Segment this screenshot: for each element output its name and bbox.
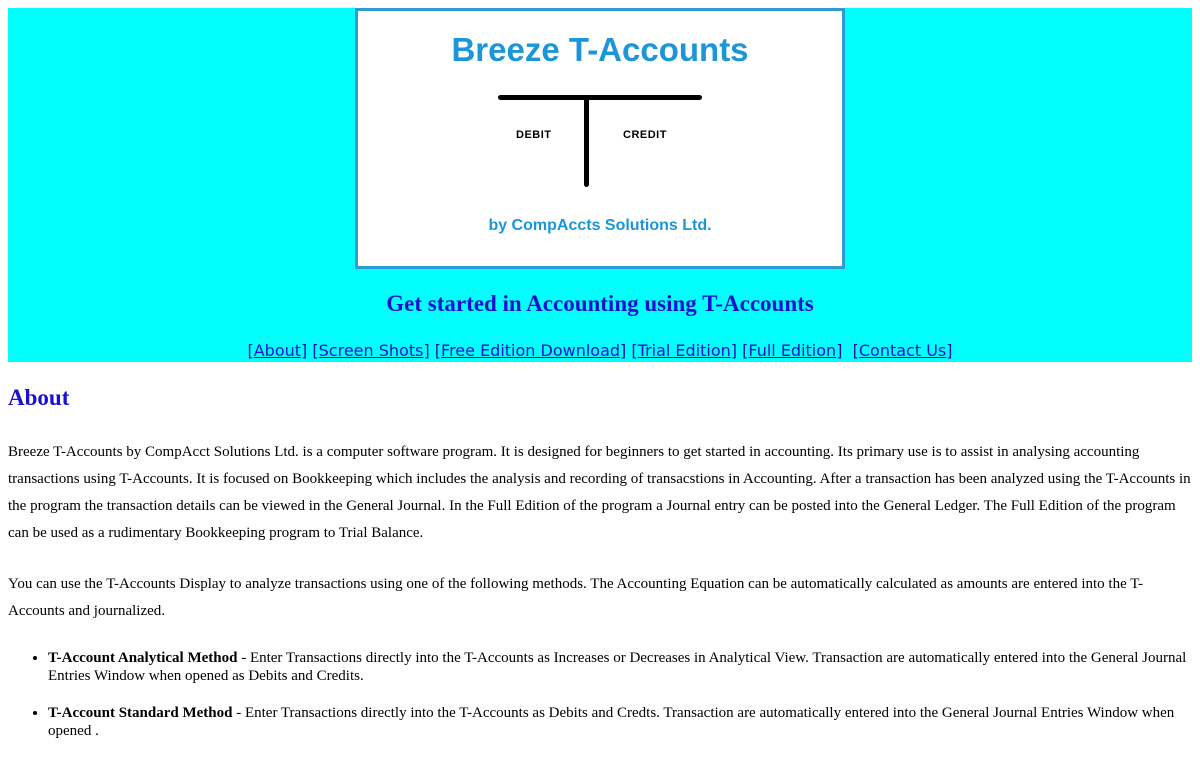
- t-account-horizontal-bar: [498, 95, 702, 100]
- debit-label: DEBIT: [516, 129, 552, 141]
- about-paragraph-2: You can use the T-Accounts Display to analyze transactions using one of the following methods. The Accounting Equation can be automatically calculated as amounts are entered into the T-Accounts and journalized.: [8, 576, 1143, 619]
- nav-link-screen-shots[interactable]: Screen Shots: [318, 341, 424, 360]
- nav-bar: [About] [Screen Shots] [Free Edition Download] [Trial Edition] [Full Edition] [Contact Us]: [247, 341, 953, 360]
- about-heading: About: [8, 385, 70, 410]
- list-item: [48, 649, 1192, 685]
- logo-byline: by CompAccts Solutions Ltd.: [488, 217, 712, 234]
- header-banner: [8, 8, 1192, 362]
- nav-link-about[interactable]: About: [253, 341, 302, 360]
- logo-title: Breeze T-Accounts: [451, 31, 749, 68]
- method-description: - Enter Transactions directly into the T-Accounts as Debits and Credts. Transaction are automatically entered into the General Journal Entries Window when opened .: [48, 705, 1175, 739]
- nav-link-free-edition-download[interactable]: Free Edition Download: [441, 341, 621, 360]
- list-item: [48, 704, 1192, 740]
- logo-image: [355, 8, 845, 269]
- method-name: T-Account Standard Method: [48, 705, 233, 721]
- method-name: T-Account Analytical Method: [48, 650, 238, 666]
- method-description: - Enter Transactions directly into the T-Accounts as Increases or Decreases in Analytical View. Transaction are automatically entered into the General Journal Entries Window when opened as Debits and Credits.: [48, 650, 1187, 684]
- tagline: Get started in Accounting using T-Accounts: [386, 291, 814, 316]
- about-paragraph-1: Breeze T-Accounts by CompAcct Solutions Ltd. is a computer software program. It is designed for beginners to get started in accounting. Its primary use is to assist in analysing accounting transactions using T-Accounts. It is focused on Bookkeeping which includes the analysis and recording of transacstions in Accounting. After a transaction has been analyzed using the T-Accounts in the program the transaction details can be viewed in the General Journal. In the Full Edition of the program a Journal entry can be posted into the General Ledger. The Full Edition of the program can be used as a rudimentary Bookkeeping program to Trial Balance.: [8, 444, 1191, 541]
- nav-link-trial-edition[interactable]: Trial Edition: [637, 341, 731, 360]
- nav-link-contact-us[interactable]: Contact Us: [858, 341, 947, 360]
- methods-list: [0, 649, 1192, 759]
- credit-label: CREDIT: [623, 129, 667, 141]
- t-account-vertical-bar: [584, 97, 589, 187]
- nav-link-full-edition[interactable]: Full Edition: [748, 341, 837, 360]
